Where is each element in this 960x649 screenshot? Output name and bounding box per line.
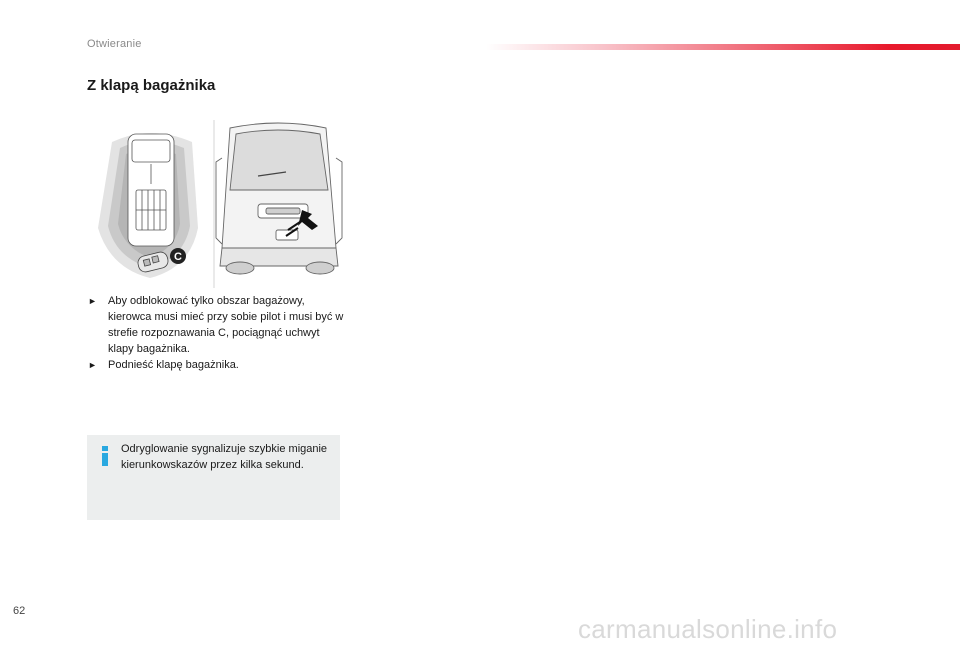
- header-accent-bar: [486, 44, 960, 50]
- zone-c-label: C: [174, 251, 182, 263]
- info-icon: [101, 446, 109, 466]
- watermark: carmanualsonline.info: [578, 614, 838, 644]
- car-top-view: [128, 134, 174, 246]
- arrow-bullet-icon: ►: [88, 360, 97, 370]
- illustration: [90, 118, 346, 290]
- instruction-list: [88, 293, 348, 373]
- instruction-item: [88, 293, 348, 357]
- instruction-text: Aby odblokować tylko obszar bagażowy, kierowca musi mieć przy sobie pilot i musi być w strefie rozpoznawania C, pociągnąć uchwyt klapy bagażnika.: [108, 295, 344, 355]
- info-box: [87, 435, 340, 520]
- instruction-item: [88, 357, 348, 373]
- zone-c-badge: [170, 248, 186, 264]
- chapter-title: Otwieranie: [87, 38, 142, 50]
- arrow-bullet-icon: ►: [88, 296, 97, 306]
- tailgate-illustration: [90, 118, 346, 290]
- page-number: 62: [13, 605, 26, 617]
- van-rear-view: [216, 123, 342, 274]
- section-title: Z klapą bagażnika: [87, 77, 216, 94]
- info-text: Odryglowanie sygnalizuje szybkie miganie kierunkowskazów przez kilka sekund.: [121, 443, 328, 471]
- instruction-text: Podnieść klapę bagażnika.: [108, 359, 239, 371]
